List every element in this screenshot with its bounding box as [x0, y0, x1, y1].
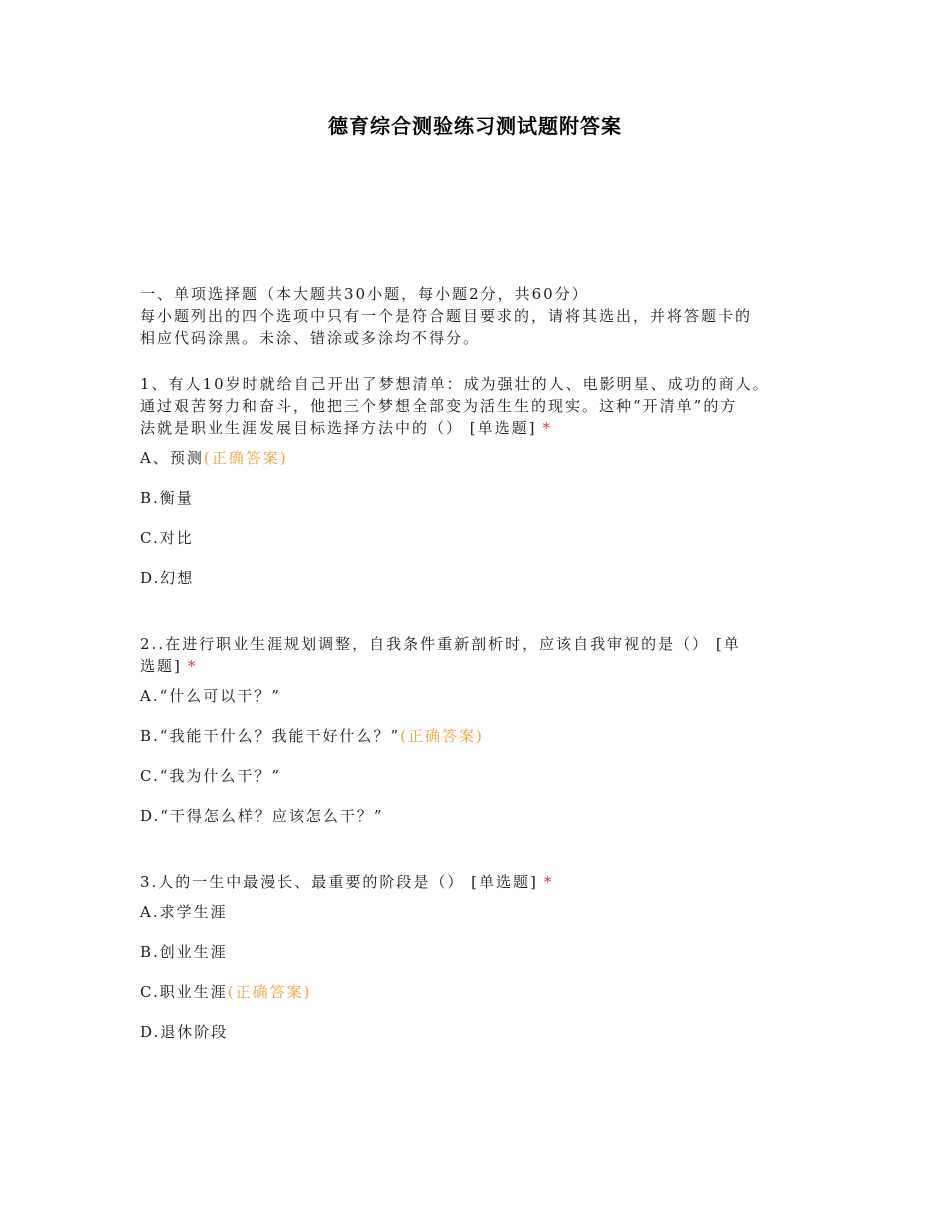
correct-answer-label: (正确答案) [203, 449, 288, 467]
question-3-option-d[interactable] [140, 1021, 830, 1061]
question-3-option-b[interactable] [140, 941, 830, 981]
question-1-stem-line2: 通过艰苦努力和奋斗，他把三个梦想全部变为活生生的现实。这种“开清单”的方 [140, 397, 738, 415]
question-1-stem-line1: 1、有人10岁时就给自己开出了梦想清单：成为强壮的人、电影明星、成功的商人。 [140, 375, 770, 393]
question-1-option-a[interactable] [140, 447, 830, 487]
document-body [140, 283, 830, 1061]
option-text: A、预测 [140, 449, 204, 467]
option-text: C.“我为什么干？” [140, 767, 282, 785]
question-2-option-c[interactable] [140, 765, 830, 805]
required-mark: * [542, 419, 553, 437]
question-2-option-a[interactable] [140, 685, 830, 725]
question-1-type-tag: [单选题] [469, 419, 537, 437]
question-2 [140, 633, 830, 845]
question-3-stem-line1: 3.人的一生中最漫长、最重要的阶段是（） [140, 873, 465, 891]
option-text: B.“我能干什么？我能干好什么？” [140, 727, 401, 745]
question-2-stem [140, 633, 830, 677]
question-1-option-c[interactable] [140, 527, 830, 567]
required-mark: * [187, 657, 198, 675]
document-title: 德育综合测验练习测试题附答案 [328, 114, 622, 138]
question-3-option-c[interactable] [140, 981, 830, 1021]
correct-answer-label: (正确答案) [227, 983, 312, 1001]
section-heading: 一、单项选择题（本大题共30小题，每小题2分，共60分） [140, 285, 589, 303]
required-mark: * [543, 873, 554, 891]
question-2-stem-line1: 2..在进行职业生涯规划调整，自我条件重新剖析时，应该自我审视的是（） [140, 635, 710, 653]
correct-answer-label: (正确答案) [400, 727, 484, 745]
question-3-type-tag: [单选题] [471, 873, 538, 891]
option-text: A.“什么可以干？” [140, 687, 281, 705]
question-3-option-a[interactable] [140, 901, 830, 941]
question-2-type-tag-part1: [单 [715, 635, 741, 653]
option-text: D.退休阶段 [140, 1023, 229, 1041]
question-2-option-d[interactable] [140, 805, 830, 845]
option-text: C.对比 [140, 529, 194, 547]
question-2-option-b[interactable] [140, 725, 830, 765]
option-text: C.职业生涯 [140, 983, 228, 1001]
option-text: D.幻想 [140, 569, 195, 587]
section-instructions-line1: 每小题列出的四个选项中只有一个是符合题目要求的，请将其选出，并将答题卡的 [140, 307, 753, 325]
option-text: B.衡量 [140, 489, 194, 507]
question-1-option-d[interactable] [140, 567, 830, 607]
question-1-stem [140, 373, 830, 439]
option-text: D.“干得怎么样？应该怎么干？” [140, 807, 384, 825]
question-1-option-b[interactable] [140, 487, 830, 527]
question-2-stem-line2: 选题] [140, 657, 182, 675]
question-1 [140, 373, 830, 607]
option-text: B.创业生涯 [140, 943, 228, 961]
option-text: A.求学生涯 [140, 903, 228, 921]
question-3-stem [140, 871, 830, 893]
section-instructions-line2: 相应代码涂黑。未涂、错涂或多涂均不得分。 [140, 329, 481, 347]
question-1-stem-line3: 法就是职业生涯发展目标选择方法中的（） [140, 419, 464, 437]
section-header [140, 283, 830, 349]
question-3 [140, 871, 830, 1061]
